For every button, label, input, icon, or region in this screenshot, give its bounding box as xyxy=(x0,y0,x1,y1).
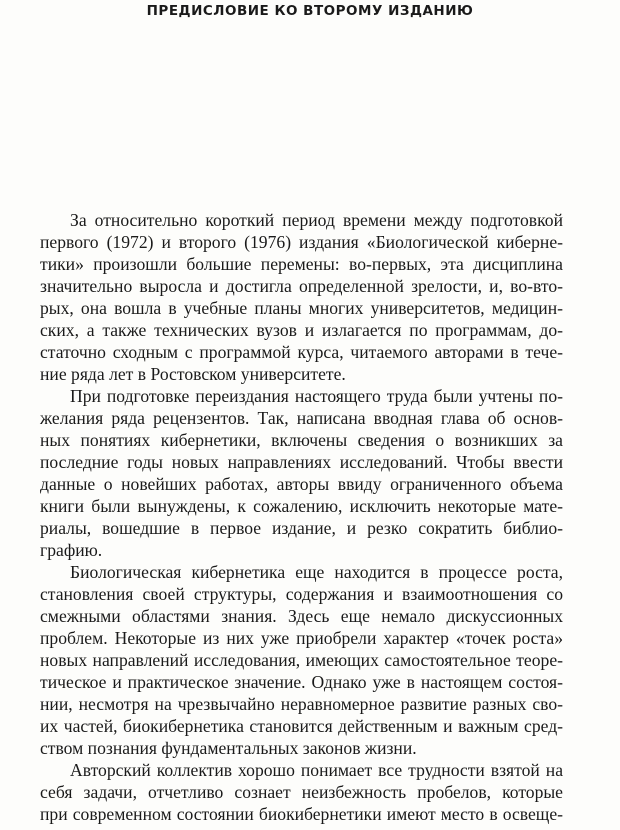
text-line: тики» произошли большие перемены: во-первых, эта дисциплина xyxy=(40,254,563,274)
text-line: статочно сходным с программой курса, читаемого авторами в тече- xyxy=(40,342,563,362)
text-line: новых направлений исследования, имеющих самостоятельное теоре- xyxy=(40,650,563,670)
text-line: При подготовке переиздания настоящего труда были учтены по- xyxy=(70,386,563,406)
text-line: Биологическая кибернетика еще находится в процессе роста, xyxy=(70,562,563,582)
text-line: становления своей структуры, содержания и взаимоотношения со xyxy=(40,584,563,604)
text-line: ние ряда лет в Ростовском университете. xyxy=(40,364,346,384)
text-line: первого (1972) и второго (1976) издания «Биологической киберне- xyxy=(40,232,563,252)
text-line: нии, несмотря на чрезвычайно неравномерное развитие разных сво- xyxy=(40,694,563,714)
text-line: желания ряда рецензентов. Так, написана вводная глава об основ- xyxy=(40,408,563,428)
text-line: ных понятиях кибернетики, включены сведения о возникших за xyxy=(40,430,563,450)
text-line: последние годы новых направлениях исследований. Чтобы ввести xyxy=(40,452,563,472)
text-line: тическое и практическое значение. Однако уже в настоящем состоя- xyxy=(40,672,563,692)
text-line: при современном состоянии биокибернетики имеют место в освеще- xyxy=(40,804,563,824)
text-line: их частей, биокибернетика становится действенным и важным сред- xyxy=(40,716,563,736)
text-line: проблем. Некоторые из них уже приобрели характер «точек роста» xyxy=(40,628,563,648)
text-line: За относительно короткий период времени между подготовкой xyxy=(70,210,563,230)
text-line: себя задачи, отчетливо сознает неизбежность пробелов, которые xyxy=(40,782,563,802)
text-line: графию. xyxy=(40,540,103,560)
text-line: ских, а также технических вузов и излагается по программам, до- xyxy=(40,320,563,340)
text-line: данные о новейших работах, авторы ввиду ограниченного объема xyxy=(40,474,563,494)
text-line: Авторский коллектив хорошо понимает все трудности взятой на xyxy=(70,760,563,780)
text-line: ством познания фундаментальных законов жизни. xyxy=(40,738,417,758)
text-line: значительно выросла и достигла определенной зрелости, и, во-вто- xyxy=(40,276,563,296)
text-line: смежными областями знания. Здесь еще немало дискуссионных xyxy=(40,606,563,626)
text-line: книги были вынуждены, к сожалению, исключить некоторые матe- xyxy=(40,496,563,516)
text-line: риалы, вошедшие в первое издание, и резко сократить библио- xyxy=(40,518,563,538)
text-line: рых, она вошла в учебные планы многих университетов, медицин- xyxy=(40,298,563,318)
page-heading: ПРЕДИСЛОВИЕ КО ВТОРОМУ ИЗДАНИЮ xyxy=(146,3,474,19)
